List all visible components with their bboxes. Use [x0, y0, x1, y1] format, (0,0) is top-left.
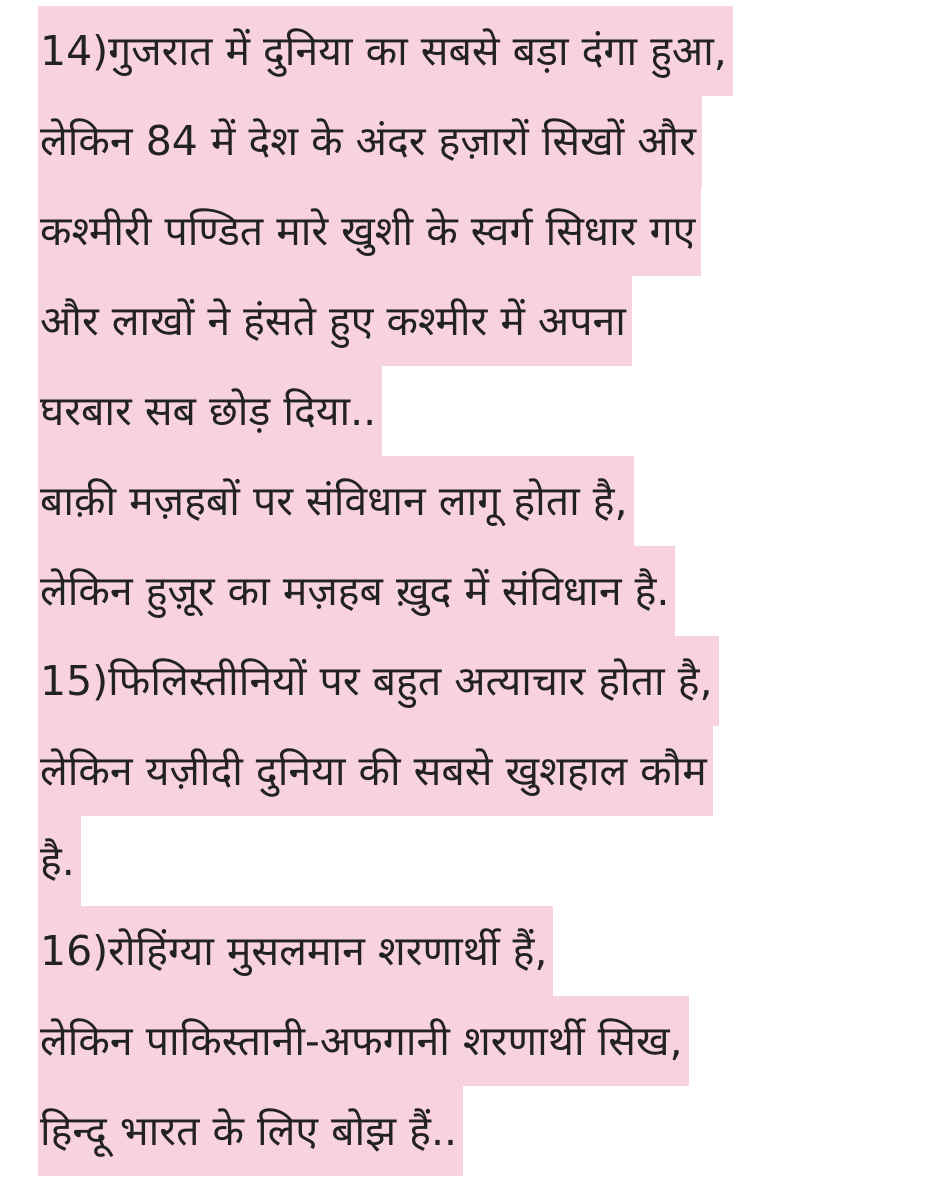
- highlighted-text: लेकिन 84 में देश के अंदर हज़ारों सिखों और: [38, 96, 702, 186]
- highlighted-text: बाक़ी मज़हबों पर संविधान लागू होता है,: [38, 456, 634, 546]
- text-line: [38, 726, 924, 816]
- text-line: [38, 366, 924, 456]
- text-line: [38, 6, 924, 96]
- highlighted-text: और लाखों ने हंसते हुए कश्मीर में अपना: [38, 276, 632, 366]
- highlighted-text-block: [38, 6, 924, 1176]
- text-line: [38, 96, 924, 186]
- text-line: [38, 276, 924, 366]
- text-line: [38, 816, 924, 906]
- text-line: [38, 906, 924, 996]
- highlighted-text: 16)रोहिंग्या मुसलमान शरणार्थी हैं,: [38, 906, 553, 996]
- highlighted-text: घरबार सब छोड़ दिया..: [38, 366, 382, 456]
- highlighted-text: लेकिन यज़ीदी दुनिया की सबसे खुशहाल कौम: [38, 726, 713, 816]
- text-line: [38, 456, 924, 546]
- highlighted-text: हिन्दू भारत के लिए बोझ हैं..: [38, 1086, 463, 1176]
- highlighted-text: लेकिन पाकिस्तानी-अफगानी शरणार्थी सिख,: [38, 996, 689, 1086]
- text-line: [38, 1086, 924, 1176]
- highlighted-text: कश्मीरी पण्डित मारे खुशी के स्वर्ग सिधार गए: [38, 186, 701, 276]
- text-line: [38, 996, 924, 1086]
- text-line: [38, 546, 924, 636]
- highlighted-text: है.: [38, 816, 81, 906]
- text-line: [38, 636, 924, 726]
- text-line: [38, 186, 924, 276]
- highlighted-text: 15)फिलिस्तीनियों पर बहुत अत्याचार होता है,: [38, 636, 719, 726]
- highlighted-text: लेकिन हुज़ूर का मज़हब ख़ुद में संविधान है.: [38, 546, 675, 636]
- highlighted-text: 14)गुजरात में दुनिया का सबसे बड़ा दंगा हुआ,: [38, 6, 733, 96]
